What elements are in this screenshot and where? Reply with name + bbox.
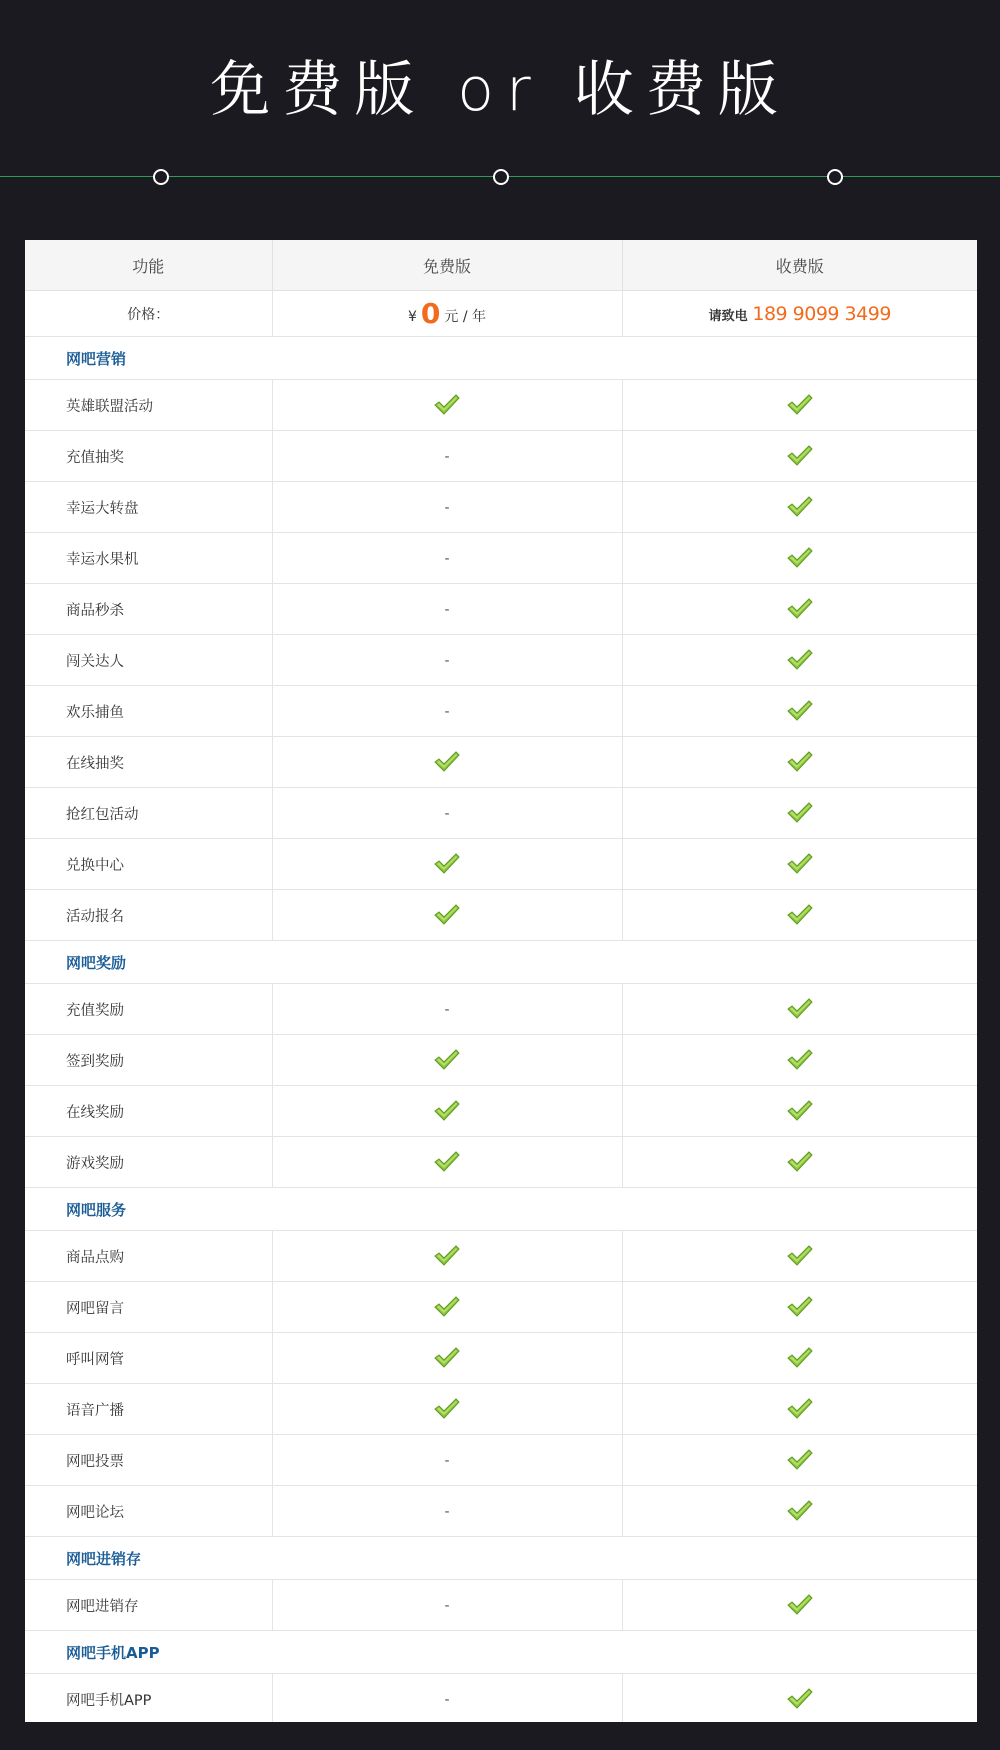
section-row	[25, 1631, 977, 1674]
free-availability	[272, 1333, 622, 1384]
check-icon	[434, 1102, 460, 1120]
check-icon	[787, 600, 813, 618]
timeline-dot	[493, 169, 509, 185]
free-availability	[272, 431, 622, 482]
check-icon	[434, 906, 460, 924]
paid-availability	[622, 1086, 977, 1137]
paid-availability	[622, 839, 977, 890]
paid-availability	[622, 737, 977, 788]
not-included-dash: -	[444, 551, 450, 567]
free-availability	[272, 839, 622, 890]
feature-name: 幸运大转盘	[25, 482, 272, 533]
table-row	[25, 984, 977, 1035]
paid-availability	[622, 1580, 977, 1631]
check-icon	[787, 1349, 813, 1367]
not-included-dash: -	[444, 1598, 450, 1614]
paid-availability	[622, 1333, 977, 1384]
table-row	[25, 1486, 977, 1537]
free-availability	[272, 1035, 622, 1086]
header-feature: 功能	[25, 240, 272, 291]
table-row	[25, 1231, 977, 1282]
phone-number[interactable]: 189 9099 3499	[752, 302, 891, 325]
price-label: 价格：	[25, 291, 272, 337]
feature-name: 网吧论坛	[25, 1486, 272, 1537]
free-availability	[272, 1580, 622, 1631]
paid-availability	[622, 1674, 977, 1723]
feature-name: 活动报名	[25, 890, 272, 941]
table-row	[25, 482, 977, 533]
table-row	[25, 1674, 977, 1723]
table-row	[25, 431, 977, 482]
table-header-row	[25, 240, 977, 291]
feature-name: 游戏奖励	[25, 1137, 272, 1188]
free-availability	[272, 584, 622, 635]
free-availability	[272, 686, 622, 737]
page-title: 免费版 or 收费版	[210, 55, 790, 125]
free-price-unit: 元 / 年	[444, 309, 487, 325]
table-row	[25, 1333, 977, 1384]
feature-name: 网吧投票	[25, 1435, 272, 1486]
check-icon	[787, 498, 813, 516]
check-icon	[787, 1451, 813, 1469]
feature-name: 在线抽奖	[25, 737, 272, 788]
section-title: 网吧手机APP	[25, 1631, 977, 1674]
not-included-dash: -	[444, 500, 450, 516]
feature-name: 签到奖励	[25, 1035, 272, 1086]
free-availability	[272, 1674, 622, 1723]
free-availability	[272, 890, 622, 941]
free-availability	[272, 1384, 622, 1435]
check-icon	[434, 1349, 460, 1367]
feature-name: 幸运水果机	[25, 533, 272, 584]
paid-availability	[622, 984, 977, 1035]
free-availability	[272, 1086, 622, 1137]
table-row	[25, 1137, 977, 1188]
table-row	[25, 635, 977, 686]
comparison-table	[25, 240, 977, 1722]
check-icon	[787, 1247, 813, 1265]
currency-symbol: ¥	[407, 309, 417, 325]
free-availability	[272, 533, 622, 584]
check-icon	[787, 1298, 813, 1316]
check-icon	[787, 1000, 813, 1018]
paid-availability	[622, 686, 977, 737]
section-title: 网吧奖励	[25, 941, 977, 984]
feature-name: 欢乐捕鱼	[25, 686, 272, 737]
table-row	[25, 1086, 977, 1137]
feature-name: 语音广播	[25, 1384, 272, 1435]
table-row	[25, 584, 977, 635]
check-icon	[434, 1400, 460, 1418]
not-included-dash: -	[444, 1504, 450, 1520]
paid-availability	[622, 1435, 977, 1486]
table-row	[25, 1035, 977, 1086]
paid-availability	[622, 380, 977, 431]
check-icon	[434, 855, 460, 873]
free-availability	[272, 1137, 622, 1188]
not-included-dash: -	[444, 653, 450, 669]
free-availability	[272, 635, 622, 686]
check-icon	[434, 1051, 460, 1069]
not-included-dash: -	[444, 704, 450, 720]
feature-name: 网吧手机APP	[25, 1674, 272, 1723]
check-icon	[787, 1400, 813, 1418]
paid-availability	[622, 533, 977, 584]
timeline-dot	[153, 169, 169, 185]
check-icon	[787, 651, 813, 669]
check-icon	[434, 1153, 460, 1171]
section-row	[25, 1537, 977, 1580]
check-icon	[787, 855, 813, 873]
timeline-dot	[827, 169, 843, 185]
free-availability	[272, 380, 622, 431]
feature-name: 充值奖励	[25, 984, 272, 1035]
free-availability	[272, 1435, 622, 1486]
check-icon	[787, 1051, 813, 1069]
table-row	[25, 788, 977, 839]
paid-availability	[622, 1384, 977, 1435]
feature-name: 英雄联盟活动	[25, 380, 272, 431]
table-row	[25, 1384, 977, 1435]
paid-price	[622, 291, 977, 337]
header-free: 免费版	[272, 240, 622, 291]
feature-name: 兑换中心	[25, 839, 272, 890]
section-row	[25, 337, 977, 380]
paid-availability	[622, 482, 977, 533]
paid-availability	[622, 890, 977, 941]
check-icon	[787, 1596, 813, 1614]
check-icon	[787, 753, 813, 771]
section-title: 网吧进销存	[25, 1537, 977, 1580]
feature-name: 在线奖励	[25, 1086, 272, 1137]
free-availability	[272, 1282, 622, 1333]
check-icon	[787, 804, 813, 822]
feature-name: 抢红包活动	[25, 788, 272, 839]
check-icon	[787, 396, 813, 414]
check-icon	[787, 1502, 813, 1520]
check-icon	[787, 447, 813, 465]
check-icon	[434, 753, 460, 771]
paid-availability	[622, 1137, 977, 1188]
not-included-dash: -	[444, 449, 450, 465]
paid-availability	[622, 584, 977, 635]
table-row	[25, 686, 977, 737]
check-icon	[434, 1247, 460, 1265]
not-included-dash: -	[444, 1002, 450, 1018]
feature-name: 网吧进销存	[25, 1580, 272, 1631]
check-icon	[787, 1153, 813, 1171]
table-row	[25, 890, 977, 941]
paid-availability	[622, 635, 977, 686]
section-title: 网吧服务	[25, 1188, 977, 1231]
table-row	[25, 1435, 977, 1486]
free-availability	[272, 788, 622, 839]
table-row	[25, 1282, 977, 1333]
check-icon	[787, 549, 813, 567]
paid-availability	[622, 1035, 977, 1086]
paid-availability	[622, 431, 977, 482]
price-row	[25, 291, 977, 337]
paid-availability	[622, 1231, 977, 1282]
check-icon	[787, 906, 813, 924]
hero-banner	[0, 0, 1000, 240]
free-availability	[272, 482, 622, 533]
check-icon	[787, 1690, 813, 1708]
feature-name: 充值抽奖	[25, 431, 272, 482]
paid-availability	[622, 788, 977, 839]
section-row	[25, 941, 977, 984]
free-availability	[272, 984, 622, 1035]
section-title: 网吧营销	[25, 337, 977, 380]
check-icon	[434, 396, 460, 414]
contact-label: 请致电	[708, 308, 748, 324]
check-icon	[434, 1298, 460, 1316]
feature-name: 闯关达人	[25, 635, 272, 686]
paid-availability	[622, 1486, 977, 1537]
table-row	[25, 1580, 977, 1631]
not-included-dash: -	[444, 1453, 450, 1469]
section-row	[25, 1188, 977, 1231]
feature-name: 呼叫网管	[25, 1333, 272, 1384]
feature-name: 商品秒杀	[25, 584, 272, 635]
table-row	[25, 737, 977, 788]
check-icon	[787, 702, 813, 720]
comparison-table-container	[25, 240, 977, 1722]
table-row	[25, 380, 977, 431]
paid-availability	[622, 1282, 977, 1333]
not-included-dash: -	[444, 602, 450, 618]
free-availability	[272, 737, 622, 788]
table-row	[25, 839, 977, 890]
not-included-dash: -	[444, 1692, 450, 1708]
header-paid: 收费版	[622, 240, 977, 291]
check-icon	[787, 1102, 813, 1120]
feature-name: 商品点购	[25, 1231, 272, 1282]
feature-name: 网吧留言	[25, 1282, 272, 1333]
not-included-dash: -	[444, 806, 450, 822]
table-row	[25, 533, 977, 584]
free-availability	[272, 1231, 622, 1282]
free-price-amount: 0	[420, 297, 441, 330]
free-price	[272, 291, 622, 337]
free-availability	[272, 1486, 622, 1537]
